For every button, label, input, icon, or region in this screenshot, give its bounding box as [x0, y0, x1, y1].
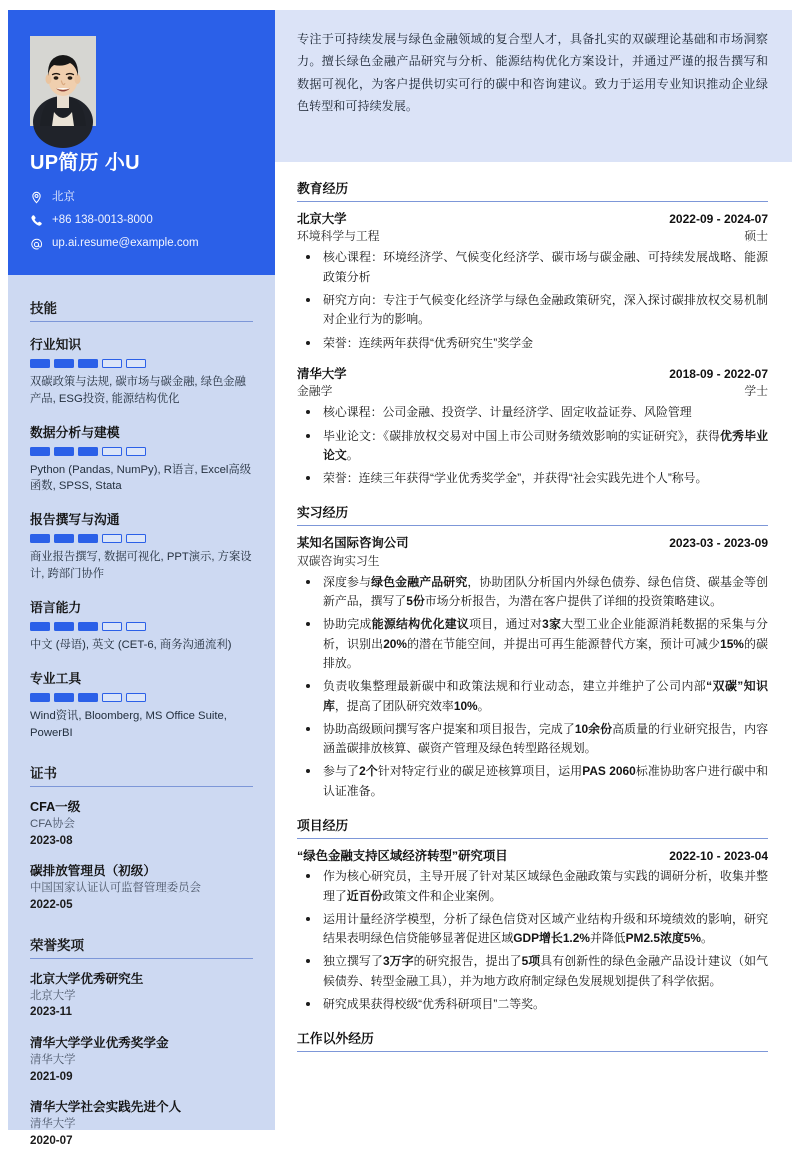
- skill-level-segment-empty: [102, 534, 122, 543]
- certificate-item-date: 2023-08: [30, 833, 73, 847]
- projects-section-title: 项目经历: [297, 815, 768, 839]
- award-item: [30, 1035, 253, 1085]
- internship-entry-bullets: [297, 573, 768, 801]
- award-item-org: 清华大学: [30, 1118, 76, 1131]
- skill-level-segment-empty: [126, 693, 146, 702]
- skill-item: [30, 509, 253, 583]
- skill-name: 语言能力: [30, 600, 82, 616]
- skill-name: 数据分析与建模: [30, 424, 120, 440]
- certificate-item-org: 中国国家认证认可监督管理委员会: [30, 882, 201, 895]
- education-entry-header: [297, 366, 768, 383]
- award-item: [30, 971, 253, 1021]
- project-entry-org: “绿色金融支持区域经济转型”研究项目: [297, 848, 508, 863]
- skill-description: 中文 (母语), 英文 (CET-6, 商务沟通流利): [30, 639, 232, 652]
- bullet-item: 核心课程：公司金融、投资学、计量经济学、固定收益证券、风险管理: [297, 403, 768, 422]
- profile-header: [8, 10, 275, 275]
- skills-list: [30, 334, 253, 742]
- education-entry-date: 2018-09 - 2022-07: [669, 366, 768, 381]
- certificates-list: [30, 799, 253, 914]
- internship-entry-major: 双碳咨询实习生: [297, 553, 380, 568]
- education-entry: [297, 211, 768, 353]
- education-entry-header: [297, 211, 768, 228]
- education-entry-date: 2022-09 - 2024-07: [669, 212, 768, 226]
- certificate-item-org: CFA协会: [30, 818, 75, 831]
- contact-email-text: up.ai.resume@example.com: [52, 237, 199, 250]
- contact-phone-text: +86 138-0013-8000: [52, 214, 153, 227]
- certificate-item: [30, 799, 253, 849]
- skill-level-segment-empty: [102, 622, 122, 631]
- award-item-date: 2021-09: [30, 1069, 73, 1083]
- skills-section: [30, 297, 253, 742]
- skill-level-segment-filled: [30, 622, 50, 631]
- project-entry-date: 2022-10 - 2023-04: [669, 848, 768, 863]
- main-column: [275, 10, 792, 1130]
- sidebar: [8, 10, 275, 1147]
- education-entry-degree: 学士: [744, 384, 768, 399]
- skill-name: 报告撰写与沟通: [30, 512, 120, 528]
- skill-level-segment-filled: [30, 359, 50, 368]
- resume-sheet: [8, 10, 792, 1147]
- skill-level-segment-empty: [126, 447, 146, 456]
- skill-level-segment-empty: [126, 359, 146, 368]
- education-section-title: 教育经历: [297, 178, 768, 202]
- contact-email[interactable]: [30, 237, 253, 250]
- sidebar-body: [8, 275, 275, 1170]
- avatar: [30, 36, 96, 126]
- skill-level-segment-filled: [78, 693, 98, 702]
- award-item-title: 清华大学学业优秀奖学金: [30, 1036, 169, 1051]
- skill-item: [30, 334, 253, 408]
- skill-level-segment-empty: [102, 693, 122, 702]
- award-item-org: 北京大学: [30, 989, 76, 1002]
- skill-description: 商业报告撰写, 数据可视化, PPT演示, 方案设计, 跨部门协作: [30, 551, 252, 581]
- skill-level-segment-empty: [102, 359, 122, 368]
- contact-phone[interactable]: [30, 214, 253, 227]
- bullet-item: 协助完成能源结构优化建议项目，通过对3家大型工业企业能源消耗数据的采集与分析，识别出20%的潜在节能空间，并提出可再生能源替代方案，预计可减少15%的碳排放。: [297, 615, 768, 673]
- awards-section-title: 荣誉奖项: [30, 934, 253, 959]
- skill-item: [30, 597, 253, 654]
- skill-name: 行业知识: [30, 336, 82, 352]
- internship-entry: [297, 535, 768, 801]
- bullet-item: 作为核心研究员，主导开展了针对某区域绿色金融政策与实践的调研分析，收集并整理了近百份政策文件和企业案例。: [297, 867, 768, 906]
- award-item-date: 2020-07: [30, 1133, 73, 1147]
- internship-entry-date: 2023-03 - 2023-09: [669, 536, 768, 551]
- projects-section: [297, 815, 768, 1014]
- award-item-title: 北京大学优秀研究生: [30, 971, 144, 986]
- email-at-icon: [30, 238, 43, 251]
- skill-level-segment-filled: [30, 447, 50, 456]
- education-entry-major: 环境科学与工程: [297, 229, 380, 244]
- extracurricular-section: [297, 1028, 768, 1052]
- bullet-item: 运用计量经济学模型，分析了绿色信贷对区域产业结构升级和环境绩效的影响，研究结果表明绿色信贷能够显著促进区域GDP增长1.2%并降低PM2.5浓度5%。: [297, 910, 768, 949]
- internship-entry-header: [297, 535, 768, 552]
- skill-description: Python (Pandas, NumPy), R语言, Excel高级函数, SPSS, Stata: [30, 463, 251, 493]
- internship-list: [297, 535, 768, 801]
- certificate-item-date: 2022-05: [30, 897, 73, 911]
- award-item-date: 2023-11: [30, 1005, 72, 1019]
- skill-level-segment-filled: [78, 534, 98, 543]
- skill-description: 双碳政策与法规, 碳市场与碳金融, 绿色金融产品, ESG投资, 能源结构优化: [30, 375, 246, 405]
- education-entry-subheader: [297, 228, 768, 245]
- bullet-item: 独立撰写了3万字的研究报告，提出了5项具有创新性的绿色金融产品设计建议（如气候债券、转型金融工具），并为地方政府制定绿色发展规划提供了科学依据。: [297, 952, 768, 991]
- profile-name: UP简历 小U: [30, 152, 140, 174]
- skill-level-meter: [30, 622, 253, 631]
- skill-level-meter: [30, 447, 253, 456]
- skill-level-segment-empty: [126, 622, 146, 631]
- education-entry-bullets: [297, 248, 768, 352]
- extracurricular-section-title: 工作以外经历: [297, 1028, 768, 1052]
- internship-entry-org: 某知名国际咨询公司: [297, 536, 409, 551]
- skill-level-segment-filled: [54, 693, 74, 702]
- bullet-item: 荣誉：连续两年获得“优秀研究生”奖学金: [297, 334, 768, 353]
- bullet-item: 研究成果获得校级“优秀科研项目”二等奖。: [297, 995, 768, 1014]
- skill-level-segment-empty: [102, 447, 122, 456]
- skill-level-meter: [30, 693, 253, 702]
- bullet-item: 负责收集整理最新碳中和政策法规和行业动态，建立并维护了公司内部“双碳”知识库，提高了团队研究效率10%。: [297, 677, 768, 716]
- bullet-item: 研究方向：专注于气候变化经济学与绿色金融政策研究，深入探讨碳排放权交易机制对企业行为的影响。: [297, 291, 768, 330]
- education-entry-org: 清华大学: [297, 366, 347, 381]
- awards-list: [30, 971, 253, 1150]
- project-entry: [297, 848, 768, 1014]
- certificate-item-title: CFA一级: [30, 800, 81, 815]
- certificate-item-title: 碳排放管理员（初级）: [30, 864, 156, 879]
- internship-entry-subheader: [297, 553, 768, 570]
- skill-item: [30, 668, 253, 742]
- skills-section-title: 技能: [30, 297, 253, 322]
- award-item-org: 清华大学: [30, 1054, 76, 1067]
- contact-location-text: 北京: [52, 191, 75, 203]
- main-body: [275, 162, 792, 1052]
- profile-summary: 专注于可持续发展与绿色金融领域的复合型人才，具备扎实的双碳理论基础和市场洞察力。擅长绿色金融产品研究与分析、能源结构优化方案设计，并通过严谨的报告撰写和数据可视化，为客户提供切实可行的碳中和咨询建议。致力于运用专业知识推动企业绿色转型和可持续发展。: [275, 10, 792, 162]
- bullet-item: 深度参与绿色金融产品研究，协助团队分析国内外绿色债券、绿色信贷、碳基金等创新产品，撰写了5份市场分析报告，为潜在客户提供了详细的投资策略建议。: [297, 573, 768, 612]
- education-entry-org: 北京大学: [297, 212, 347, 226]
- skill-item: [30, 422, 253, 496]
- skill-level-segment-filled: [54, 447, 74, 456]
- skill-level-segment-filled: [54, 622, 74, 631]
- skill-level-segment-filled: [54, 534, 74, 543]
- contact-location[interactable]: [30, 191, 253, 204]
- education-entry-subheader: [297, 383, 768, 400]
- education-entry-bullets: [297, 403, 768, 488]
- bullet-item: 参与了2个针对特定行业的碳足迹核算项目，运用PAS 2060标准协助客户进行碳中和认证准备。: [297, 762, 768, 801]
- skill-level-segment-filled: [78, 447, 98, 456]
- education-section: [297, 178, 768, 488]
- phone-icon: [30, 214, 43, 227]
- skill-name: 专业工具: [30, 671, 82, 687]
- skill-level-meter: [30, 359, 253, 368]
- internship-section: [297, 502, 768, 801]
- bullet-item: 毕业论文：《碳排放权交易对中国上市公司财务绩效影响的实证研究》，获得优秀毕业论文。: [297, 427, 768, 466]
- skill-description: Wind资讯, Bloomberg, MS Office Suite, PowerBI: [30, 710, 227, 740]
- skill-level-segment-filled: [78, 359, 98, 368]
- education-entry: [297, 366, 768, 489]
- certificates-section: [30, 762, 253, 914]
- project-entry-bullets: [297, 867, 768, 1014]
- project-entry-header: [297, 848, 768, 865]
- award-item-title: 清华大学社会实践先进个人: [30, 1100, 182, 1115]
- bullet-item: 核心课程：环境经济学、气候变化经济学、碳市场与碳金融、可持续发展战略、能源政策分析: [297, 248, 768, 287]
- certificates-section-title: 证书: [30, 762, 253, 787]
- education-entry-major: 金融学: [297, 384, 333, 399]
- education-list: [297, 211, 768, 488]
- location-pin-icon: [30, 191, 43, 204]
- skill-level-segment-filled: [78, 622, 98, 631]
- skill-level-segment-filled: [30, 534, 50, 543]
- skill-level-meter: [30, 534, 253, 543]
- bullet-item: 荣誉：连续三年获得“学业优秀奖学金”，并获得“社会实践先进个人”称号。: [297, 469, 768, 488]
- skill-level-segment-filled: [30, 693, 50, 702]
- projects-list: [297, 848, 768, 1014]
- internship-section-title: 实习经历: [297, 502, 768, 526]
- awards-section: [30, 934, 253, 1150]
- skill-level-segment-filled: [54, 359, 74, 368]
- award-item: [30, 1099, 253, 1149]
- certificate-item: [30, 863, 253, 913]
- skill-level-segment-empty: [126, 534, 146, 543]
- bullet-item: 协助高级顾问撰写客户提案和项目报告，完成了10余份高质量的行业研究报告，内容涵盖碳排放核算、碳资产管理及绿色转型路径规划。: [297, 720, 768, 759]
- education-entry-degree: 硕士: [744, 229, 768, 244]
